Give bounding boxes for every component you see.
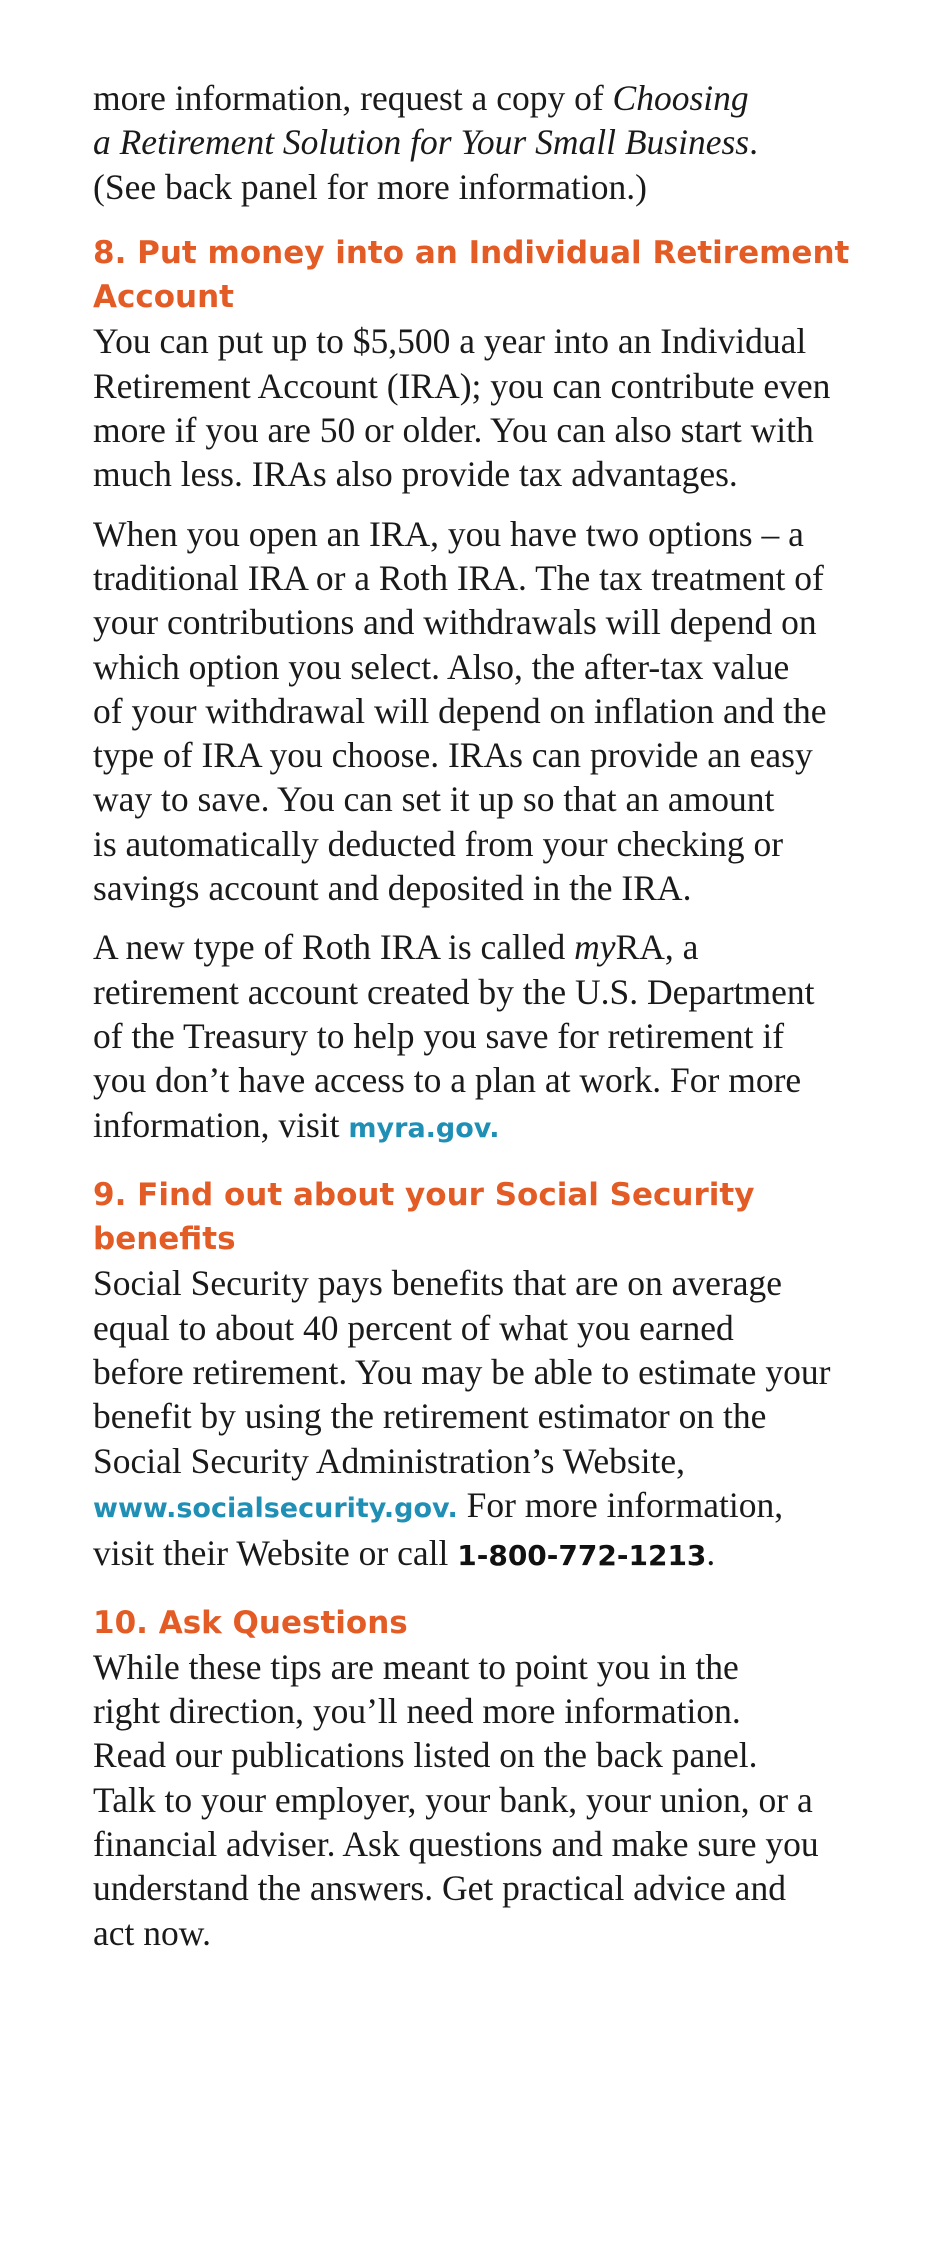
p3-prefix: A new type of Roth IRA is called (93, 927, 575, 968)
intro-suffix: . (See back panel for more information.) (93, 122, 758, 207)
section-8 (93, 231, 913, 1151)
phone-number[interactable]: 1-800-772-1213 (457, 1539, 707, 1573)
intro-section (93, 76, 913, 209)
document-page (93, 76, 913, 1977)
socialsecurity-link[interactable]: www.socialsecurity.gov (93, 1492, 448, 1524)
section-9-heading: 9. Find out about your Social Security benefits (93, 1176, 755, 1258)
publication-title: Choosing a Retirement Solution for Your Small Business (93, 78, 750, 163)
s9-suffix: For more information, visit their Website or call (93, 1484, 784, 1574)
myra-italic: my (574, 927, 616, 968)
s9-end: . (706, 1533, 716, 1574)
intro-paragraph (93, 76, 913, 209)
section-8-paragraph-1: You can put up to $5,500 a year into an Individual Retirement Account (IRA); you can contribute even more if you are 50 or older. You can also start with much less. IRAs also provide tax advantages. (93, 321, 831, 495)
section-8-heading: 8. Put money into an Individual Retirement Account (93, 234, 850, 316)
section-10-heading: 10. Ask Questions (93, 1604, 408, 1641)
section-9 (93, 1173, 913, 1579)
section-9-paragraph (93, 1261, 913, 1578)
section-8-paragraph-2: When you open an IRA, you have two options – a traditional IRA or a Roth IRA. The tax treatment of your contributions and withdrawals will depend on which option you select. Also, the after-tax value of your withdrawal will depend on inflation and the type of IRA you choose. IRAs can provide an easy way to save. You can set it up so that an amount is automatically deducted from your checking or savings account and deposited in the IRA. (93, 513, 827, 909)
section-8-paragraph-3 (93, 925, 913, 1150)
socialsecurity-link-period: . (447, 1492, 458, 1524)
intro-prefix: more information, request a copy of (93, 78, 613, 118)
s9-text: Social Security pays benefits that are on average equal to about 40 percent of what you earned before retirement. You may be able to estimate your benefit by using the retirement estimator on the Social Security Administration’s Website, (93, 1263, 831, 1481)
section-10-paragraph: While these tips are meant to point you in the right direction, you’ll need more information. Read our publications listed on the back panel. Talk to your employer, your bank, your union, or a financial adviser. Ask questions and make sure you understand the answers. Get practical advice and act now. (93, 1646, 819, 1953)
section-10 (93, 1601, 913, 1955)
p3-mid: RA, a retirement account created by the U.S. Department of the Treasury to help you save for retirement if you don’t have access to a plan at work. For more information, visit (93, 927, 815, 1145)
myra-link[interactable]: myra.gov. (348, 1112, 500, 1144)
